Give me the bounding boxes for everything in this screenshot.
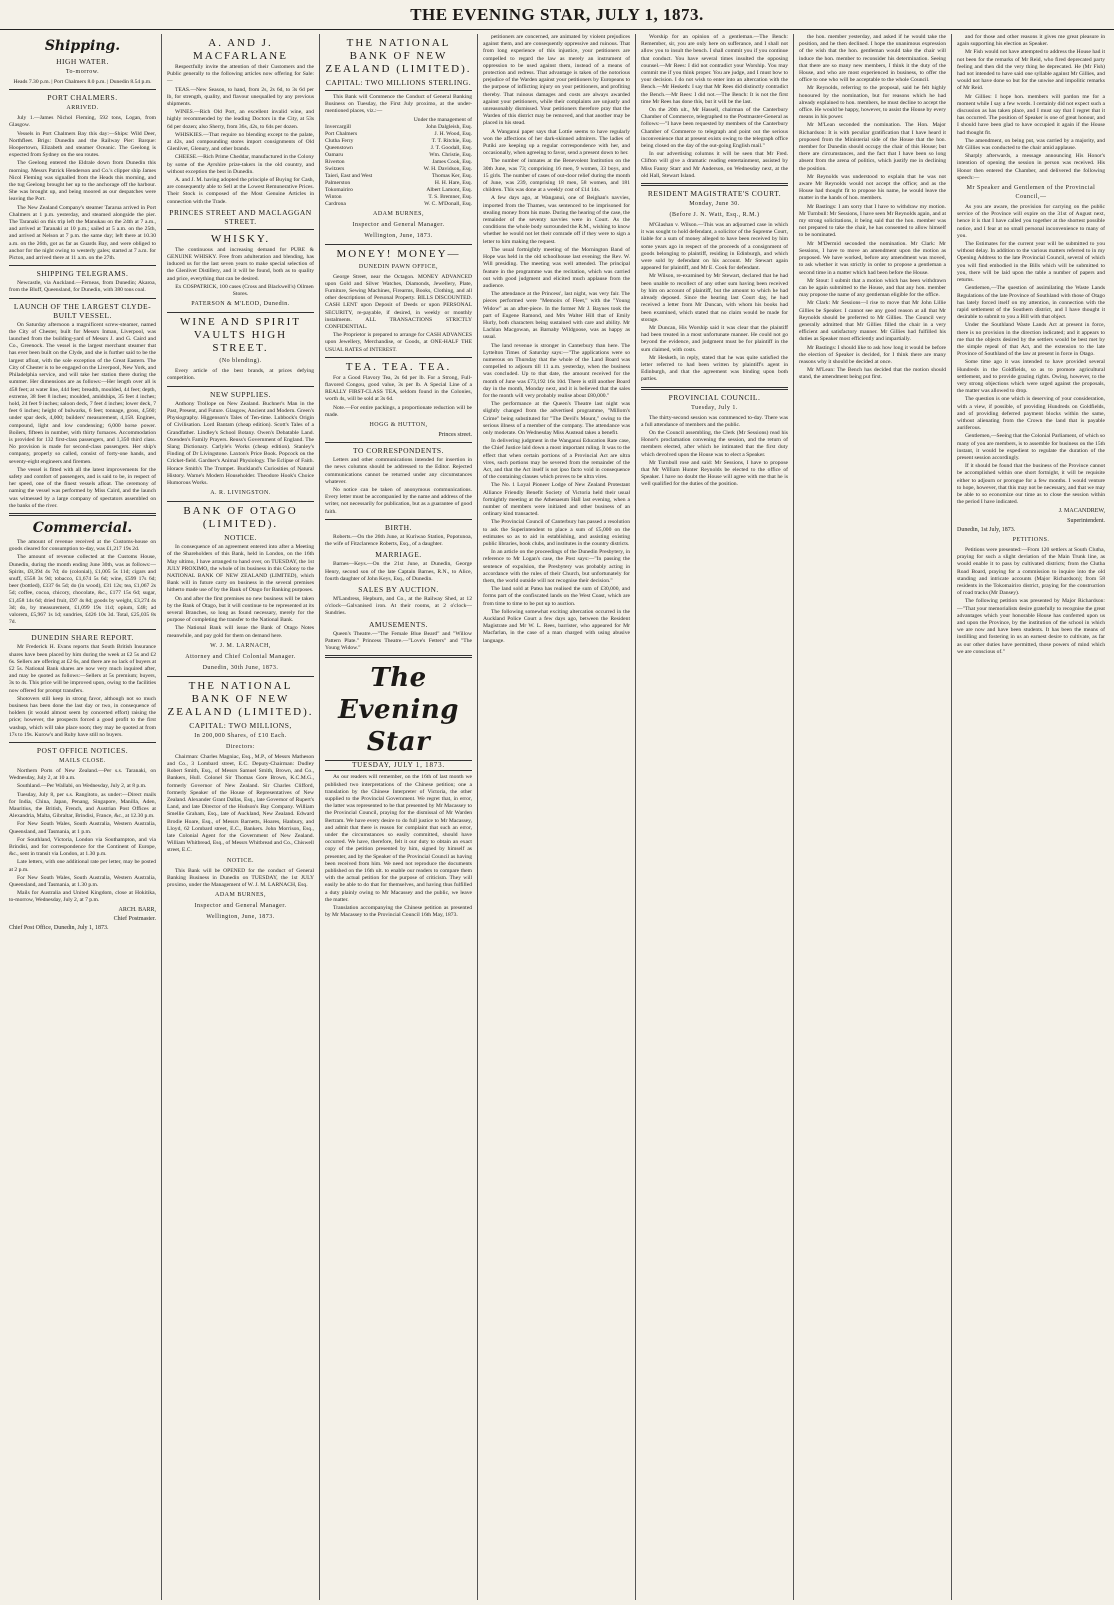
whisky-sign: PATERSON & M'LEOD, Dunedin. [191,301,290,308]
nbnz-shares: In 200,000 Shares, of £10 Each. [194,732,287,739]
speech-text: If it should be found that the business of the Province cannot be accomplished within one short fortnight, it will be requisite either to adjourn or prorogue for a few months. I would venture to hope, however, that this may not be necessary, and that we may be able to so economize our time as to close the session within the period I have indicated. [957,463,1105,506]
divider [9,89,156,90]
nbnz-date-2: Wellington, June, 1873. [206,914,275,921]
agent-place: Queenstown [325,144,353,151]
post-office-place: Chief Post Office, Dunedin, July 1, 1873. [9,925,109,932]
nbnz-capital: CAPITAL: TWO MILLIONS STERLING. [325,78,472,87]
agent-row [325,201,472,208]
court-text: Mr Hesketh, in reply, stated that he was quite satisfied the letter referred to had been written by plaintiff's agent in Edinburgh, and that the agreement was binding upon both parties. [641,354,788,383]
divider [167,386,314,387]
agent-place: Winton [325,193,342,200]
speech-text: The Estimates for the current year will be submitted to you without delay. In addition to the various matters referred to in my Opening Address to the late Provincial Council, several of which you will find embodied in the Bills which will be submitted to you, there will be laid upon the table a number of papers and returns. [957,241,1105,284]
agent-row [325,152,472,159]
paper-dateline: TUESDAY, JULY 1, 1873. [325,760,472,771]
council-title: PROVINCIAL COUNCIL. [668,392,761,402]
correspondents-text: No notice can be taken of anonymous communications. Every letter must be accompanied by the name and address of the writer, not necessarily for publication, but as a guarantee of good faith. [325,487,472,515]
bank-otago-text: In consequence of an agreement entered into after a Meeting of the Shareholders of this Bank, held in London, on the 16th May ultimo, I have arranged to hand over, on TUESDAY, the 1st JULY PROXIMO, the whole of its business in this Colony to the NATIONAL BANK OF NEW ZEALAND (LIMITED), which Bank will in future carry on business in the several premises hitherto made use of by the Bank of Otago for Banking purposes. [167,544,314,594]
birth-title: BIRTH. [385,522,412,532]
nbnz-date: Wellington, June, 1873. [364,232,433,239]
wine-note: (No blending). [219,358,262,365]
agent-row [325,159,472,166]
macfarlane-text: A. and J. M. having adopted the principle of Buying for Cash, are consequently able to Sell at the Lowest Remunerative Prices. Their Stock is composed of the Most Genuine Articles in connection with the Trade. [167,177,314,205]
pawn-text: George Street, near the Octagon. MONEY ADVANCED upon Gold and Silver Watches, Diamonds, Jewellery, Plate, Furniture, Sewing Machines, Firearms, Books, Clothing, and all other descriptions of Personal Property. BILLS DISCOUNTED. CASH LENT upon Deposit of Deeds or upon PERSONAL SECURITY, re-payable, if desired, in weekly or monthly instalments. ALL TRANSACTIONS STRICTLY CONFIDENTIAL. [325,273,472,331]
bank-otago-sign: W. J. M. LARNACH, [210,642,271,649]
agent-name: W. H. Davidson, Esq. [423,165,472,172]
agent-row [325,194,472,201]
agent-row [325,173,472,180]
agent-name: Thomas Ker, Esq. [431,172,472,179]
council-text: On the Council assembling, the Clerk (Mr Sessions) read his Honor's proclamation convening the session, and the return of members elected, after which he intimated that the first duty which devolved upon the House was to elect a Speaker. [641,429,788,458]
books-title: NEW SUPPLIES. [210,389,271,399]
nbnz-sign-role: Inspector and General Manager. [352,221,445,228]
amusements-title: AMUSEMENTS. [368,619,429,629]
column-2 [162,34,320,1600]
council-date: Tuesday, July 1. [691,404,738,411]
speech-label: Mr Speaker and Gentlemen of the Provincial Council,— [966,185,1096,201]
hogg-sub: Princes street. [438,432,472,439]
divider [325,442,472,443]
tea-text: For a Good Flavory Tea, 2s 6d per lb. For a Strong, Full-flavored Congou, good value, 3s per lb. A Special Line of a REALLY FIRST-CLASS TEA, seldom found in the Colonies, worth 4s, will be sold at 3s 6d. [325,374,472,403]
agent-place: Palmerston [325,179,351,186]
divider [9,513,156,516]
body-text: The performance at the Queen's Theatre last night was slightly changed from the advertised programme, "Millom's Crime" being substituted for "The Devil's Mount," owing to the serious illness of a member of the company. The attendance was only moderate. On Wednesday Miss Austead takes a benefit. [483,401,630,436]
agent-name: J. H. Wood, Esq. [434,130,472,137]
divider [167,229,314,230]
commercial-text: The amount of revenue collected at the Customs House, Dunedin, during the month ending June 30th, was as follows:—Spirits, £8,394 4s 7d; do (colonial), £1,005 5s 11d; cigars and snuff, £558 3s 9d; tobacco, £1,674 5s 6d; wine, £599 17s 6d; beer (bottled), £337 6s 5d; do (in wood), £31 12s; tea, £1,067 2s 5d; coffee, cocoa, chicory, chocolate, &c., £177 15s 6d; sugar, £1,458 14s 6d; dried fruit, £97 4s 8d; goods by weight, £3,274 4s 3d; do, by measurement, £1,099 19s 11d; opium, £48; ad valorem, £5,967 1s 1d; sundries, £426 10s 3d. Total, £25,035 8s 7d. [9,554,156,626]
agent-row [325,166,472,173]
superintendent-date: Dunedin, 1st July, 1873. [957,526,1016,533]
sales-text: M'Landress, Hepburn, and Co., at the Railway Shed, at 12 o'clock—Galvanised iron. At their rooms, at 2 o'clock—Sundries. [325,595,472,617]
launch-title: LAUNCH OF THE LARGEST CLYDE-BUILT VESSEL. [13,301,152,320]
tide-title: HIGH WATER. [56,57,109,66]
post-text: Late letters, with one additional rate per letter, may be posted at 2 p.m. [9,859,156,873]
directors-label: Directors: [226,743,255,750]
birth-text: Roberts.—On the 26th June, at Kuriwao Station, Popotunoa, the wife of Fitzclarence Roberts, Esq., of a daughter. [325,533,472,548]
nbnz-title: THE NATIONAL BANK OF NEW ZEALAND (LIMITED). [325,37,472,75]
divider [9,265,156,266]
body-text: Mr M'Dermid seconded the nomination. Mr Clark: Mr Sessions, I have to move an amendment upon the motion as proposed. We have worked, before any amendment was moved, to ask whether it was strictly in order to propose a gentleman a second time in a matter which had been before the House. [799,240,946,276]
body-text: Mr Reynolds was understood to explain that he was not aware Mr Reynolds would not accept the office; and as the House had thought fit to propose his name, he would leave the matter in the hands of hon. members. [799,173,946,202]
body-text: The No. 1 Loyal Pioneer Lodge of New Zealand Protestant Alliance Friendly Benefit Society of Victoria held their usual fortnightly meeting at the Athenaeum Hall last evening, when a number of members were initiated and other business of an ordinary kind transacted. [483,482,630,518]
council-text: The thirty-second session was commenced to-day. There was a full attendance of members and the public. [641,414,788,428]
agent-place: Taieri, East and West [325,172,373,179]
body-text: Mr Fish would not have attempted to address the House had it not been for the remarks of Mr Reid, who fired deprecated party feeling and then did the very thing he deprecated. He (Mr Fish) had not intended to have said one syllable against Mr Gillies, and would not have done so but for the unwise and impolitic remarks of Mr Reid. [957,49,1105,92]
body-text: petitioners are concerned, are animated by violent prejudices against them, and are consequently oppressive and ruinous. That from long experience of this injustice, your petitioners are compelled to regard the law as merely an instrument of oppression to be used against them, instead of a means of protection and redress. That advantage is taken of the notorious prejudice of the Warden against your petitioners by Europeans to the purpose of inflicting injury on your petitioners, and profiting thereby. That ruinous damages and costs are always awarded against your petitioners, while their complaints are unjustly and unreasonably dismissed. Your petitioners therefore pray that the Warden of this district may be removed, and that another may be placed in his stead. [483,34,630,127]
column-4 [478,34,636,1600]
money-title: MONEY! MONEY— [336,247,461,260]
body-text: The usual fortnightly meeting of the Mornington Band of Hope was held in the old schoolhouse last evening; the Rev. W. Will presiding. The meeting was well attended. The principal feature in the programme was the recitation, which was carried out with good judgment and elicited much applause from the audience. [483,246,630,289]
agent-name: T. S. Bremner, Esq. [428,193,472,200]
post-text: Northern Ports of New Zealand.—Per s.s. Taranaki, on Wednesday, July 2, at 10 a.m. [9,768,156,782]
whisky-text: Ex COSPATRICK, 100 cases (Cross and Blackwell's) Oilmen Stores. [175,283,314,298]
body-text: The land revenue is stronger in Canterbury than here. The Lyttelton Times of Saturday says:—"The applications were so numerous on Thursday that the whole of the Land Board was compelled to adjourn till 11 a.m. yesterday, when the business was concluded. Up to that date, the amount received for the month of June was £73,192 16s 10d. There is still another Board day in the month, Monday next, and it is believed that the sales for the month will very probably realise about £80,000." [483,342,630,399]
macfarlane-text: Respectfully invite the attention of their Customers and the Public generally to the following articles now offering for Sale:— [167,64,314,85]
body-text: Mr Reynolds, referring to the proposal, said he felt highly honoured by the nomination, but for reasons which he had already explained to hon. members, he must decline to accept the office. He would be happy, however, to assist the House by every means in his power. [799,85,946,121]
body-text: Mr Bastings: I am sorry that I have to withdraw my motion. Mr Turnbull: Mr Sessions, I have seen Mr Reynolds again, and at my strong solicitations, it being said that the hon. member was not prepared to take the chair, he has consented to allow himself to be nominated. [799,203,946,239]
post-text: Southland.—Per Wallabi, on Wednesday, July 2, at 8 p.m. [17,783,147,790]
divider [325,244,472,245]
shipping-body: The New Zealand Company's steamer Tararua arrived in Port Chalmers at 1 p.m. yesterday, and steamed alongside the pier. The Taranaki on this trip left the Manukau on the 24th at 7 a.m., and arrived at Taranaki at 10 p.m.; sailed at 5 a.m. on the 25th, and arrived at Nelson at 7 p.m. the same day; left there at 10.30 a.m. on the 26th, got as far as Guards Bay, and were obliged to anchor for the night owing to westerly gales; started at 7 a.m. for Picton, and arrived there at 11 a.m. on the 27th. [9,204,156,262]
bank-otago-text: On and after the first premises no new business will be taken by the Bank of Otago, but it will continue to be represented at its several Branches, so long as found necessary, merely for the purpose of completing the transfer to the National Bank. [167,595,314,624]
bank-otago-date: Dunedin, 30th June, 1873. [202,664,279,671]
bank-otago-title: BANK OF OTAGO (LIMITED). [183,505,298,531]
agents-list [325,124,472,208]
divider [9,742,156,743]
macfarlane-text: WHISKIES.—That require no blending except to the palate, at 42s, and compounding stores import consignments of Old Glenlivet, Glenury, and other brands. [167,131,314,153]
body-text: the hon. member yesterday, and asked if he would take the position, and he then declined. I hope the unanimous expression of the wish that the hon. gentleman would take the chair will induce the hon. member to reconsider his determination. Seeing that there are so many new members, I think it the duty of the House, and who are most experienced in business, to offer the office to one who will be acceptable to the whole Council. [799,34,946,84]
telegram-text: Newcastle, via Auckland.—Ferneas, from Dunedin; Akaroa, from the Bluff, Queensland, for Dunedin, with 380 tons coal. [9,280,156,294]
column-6 [794,34,952,1600]
launch-text: The vessel is fitted with all the latest improvements for the safety and comfort of passengers, and is said to be, in respect of her speed, one of the finest vessels afloat. The ceremony of naming the vessel was performed by Miss Caird, and the launch was witnessed by a large company of spectators assembled on the banks of the river. [9,466,156,509]
arrived-sub: ARRIVED. [66,105,99,112]
agent-name: John Dalgleish, Esq. [426,123,472,130]
court-title: RESIDENT MAGISTRATE'S COURT. [647,189,782,199]
divider [167,501,314,502]
agents-header: Under the management of [413,116,472,123]
bank-otago-sign-role: Attorney and Chief Colonial Manager. [185,653,296,660]
agent-row [325,124,472,131]
speech-text: Under the Southland Waste Lands Act at present in force, there is no provision in the direction indicated; and it appears to me that the objects desired by the settlers would be best met by the simple repeal of that Act, and the extension to the late Province of Southland of the law at present in force in Otago. [957,322,1105,358]
agent-name: T. T. Ritchie, Esq. [431,137,472,144]
agent-name: James Cook, Esq. [432,158,472,165]
tide-sub: To-morrow. [65,69,100,75]
body-text: Mr Stout: I submit that a motion which has been withdrawn can be again submitted to the House, and that any hon. member may propose the name of any gentleman eligible for the office. [799,277,946,299]
pawn-text: The Proprietor is prepared to arrange for CASH ADVANCES upon Jewellery, Merchandise, or Goods, at ONE-HALF THE USUAL RATES of INTEREST. [325,332,472,353]
council-text: Mr Turnbull rose and said: Mr Sessions, I have to propose that Mr William Hunter Reynolds be elected to the office of Speaker. I have no doubt the House will agree with me that he is well qualified for the duties of the position. [641,459,788,488]
whisky-text: The continuous and increasing demand for PURE & GENUINE WHISKY. Free from adulteration and blending, has induced us for the last seven years to make special selection of the Glenlivet Distillery, and it will be found, both as to quality and price, everything that can be desired. [167,246,314,282]
body-text: The following somewhat exciting altercation occurred in the Auckland Police Court a few days ago, between the Resident Magistrate and Mr W. L. Rees, barrister, who appeared for Mr Macfarlan, in the case of a man charged with using abusive language. [483,608,630,644]
sales-title: SALES BY AUCTION. [358,584,439,594]
launch-text: On Saturday afternoon a magnificent screw-steamer, named the City of Chester, built for Messrs Inman, Liverpool, was launched from the building-yard of Messrs J. and G. Caird and Co., Greenock. The vessel is the largest merchant steamer that has ever been built on the Clyde, and she is further said to be the largest afloat, with the sole exception of the Great Eastern. The City of Chester is to be engaged on the Liverpool, New York, and Philadelphia service, and will take her station there during the summer. Her dimensions are as follows:—Her length over all is 458 feet; at water line, 444 feet; breadth, moulded, 44 feet; depth, extreme, 38 feet 8 inches; moulded, amidships, 35 feet 4 inches; hold, 24 feet 9 inches; saloon deck, 7 feet 4 inches; lower deck, 7 feet 6 inches; height of bulwarks, 6 feet; tonnage, gross, 4,560; under spar deck, 4,000; builders' measurement, 4,158. Engines, compound, light and low condensing; 6,000 horse power. Boilers, fifteen in number, with thirty furnaces. Accommodation is provided for 132 first-class passengers, and 1,350 third class. No provision is made for second-class passengers. Her ship's company, properly so called, consist of forty-one hands, and seventy-eight engineers and firemen. [9,321,156,465]
share-title: DUNEDIN SHARE REPORT. [31,633,134,643]
bank-otago-text: The National Bank will issue the Bank of Otago Notes meanwhile, and pay gold for them on demand here. [167,625,314,639]
body-text: The land sold at Patea has realised the sum of £30,000, and forms part of the confiscated lands on the West Coast, which are from time to time to be put up to auction. [483,586,630,607]
post-title: POST OFFICE NOTICES. [36,746,129,756]
agent-place: Tokomairiro [325,186,353,193]
agent-place: Switzers [325,165,345,172]
body-text: and for those and other reasons it gives me great pleasure in again supporting his election as Speaker. [957,34,1105,48]
nbnz-text: This Bank will Commence the Conduct of General Banking Business on Tuesday, the First July proximo, at the under-mentioned places, viz.:— [325,94,472,115]
court-bench: (Before J. N. Watt, Esq., R.M.) [669,212,760,219]
agent-place: Riverton [325,158,345,165]
notice-label: NOTICE. [227,857,254,864]
body-text: The amendment, on being put, was carried by a majority, and Mr Gillies was conducted to the chair amid applause. [957,137,1105,152]
body-text: Mr M'Lean: The Bench has decided that the motion should stand, the amendment being put first. [799,367,946,381]
nbnz-notice-text: This Bank will be OPENED for the conduct of General Banking Business in Dunedin on TUESDAY, the 1st JULY proximo, under the Management of W. J. M. LARNACH, Esq. [167,867,314,889]
nbnz-capital-2: CAPITAL: TWO MILLIONS, [189,720,292,730]
divider [9,298,156,299]
editorial-text: As our readers will remember, on the 16th of last month we published two interpretations of the Chinese petition; one a translation by the Chinese Interpreter of Victoria, the other supplied to the Provincial Government. We regret that, in error, the latter was represented to be that presented by Mr Macassey to the Provincial Council, praying for the dismissal of Mr Warden Bertram. We have every desire to do full justice to Mr Macassey, and admit that there is reason for complaint that such an error, under the circumstances so easily committed, should have occurred. We have, therefore, felt it our duty to obtain an exact copy of the petition presented by him, signed by himself as presenter, and by the Speaker of the Provincial Council as having been received from him. We need not reproduce the documents published on the 16th ult. to enable our readers to compare them with the actual petition for the purpose of criticism. They will easily be able to do that for themselves, and having thus fulfilled a duty plainly owing to Mr Macassey and the public, we leave the matter. [325,774,472,903]
divider [641,183,788,186]
agent-name: H. H. Hare, Esq. [434,179,472,186]
macfarlane-title: A. AND J. MACFARLANE [193,37,288,62]
agent-place: Port Chalmers [325,130,358,137]
body-text: Mr Bastings: I should like to ask how long it would be before the election of Speaker is decided, for I think there are many reasons why it should be decided at once. [799,344,946,365]
post-text: Tuesday, July 8, per s.s. Rangitoto, as under:—Direct mails for India, China, Japan, Penang, Singapore, Manilla, Aden, Mauritius, the British, French, and Austrian Post Offices at Alexandria, Malta, Gibraltar, Brindisi, France, &c., at 12.30 p.m. [9,791,156,820]
body-text: In our advertising columns it will be seen that Mr Fred. Clifton will give a dramatic reading entertainment, assisted by Miss Fanny Starr and Mr Anderson, on Wednesday next, at the old Hall, Stewart Island. [641,151,788,179]
body-text: Worship for an opinion of a gentleman.—The Bench: Remember, sir, you are only here on sufferance, and I shall not allow you to insult the bench. I shall commit you if you continue that conduct. You have several times insulted the opposing counsel.—Mr Rees: I did not contradict your Worship. You may commit me if you think proper. You are judge, and I must bow to your decision. I do not wish to enter into an altercation with the Bench.—Mr Hesketh: I say that Mr Rees did distinctly contradict the Bench.—Mr Rees: I did not.—The Bench: It is not the first time Mr Rees has done this, but it will be the last. [641,34,788,105]
speech-text: Gentlemen,—The question of assimilating the Waste Lands Regulations of the late Province of Southland with those of Otago has lately forced itself on my attention, in connection with the rapid settlement of the Southern district, and I have thought it desirable to submit to you a Bill with that object. [957,285,1105,321]
macfarlane-text: WINES.—Rich Old Port, an excellent invalid wine, and highly recommended by the leading Doctors in the City, at 53s 6d per dozen; also Sherry, from 36s, 42s, to 64s per dozen. [167,109,314,130]
agent-place: Invercargill [325,123,351,130]
agent-row [325,138,472,145]
shipping-body: The Geelong entered the Eldrale down from Dunedin this morning. Messrs Patrick Henderson and Co.'s clipper ship James Nicol Fleming was signalled from the Heads this morning, and the tug Geelong brought her up to the anchorage off the harbour. She was brought up, and being moored as our despatches were leaving the Port. [9,160,156,203]
divider [325,90,472,91]
nbnz-sign-2: ADAM BURNES, [214,892,266,899]
pawn-title: DUNEDIN PAWN OFFICE, [358,263,439,270]
correspondents-title: TO CORRESPONDENTS. [353,446,444,456]
divider [325,519,472,520]
marriage-text: Barnes—Keys.—On the 21st June, at Dunedin, George Henry, second son of the late Captain Barnes, R.N., to Alice, fourth daughter of John Keys, Esq., of Dunedin. [325,561,472,582]
speech-text: The question is one which is deserving of your consideration, with a view, if possible, of providing Hundreds on Goldfields, and of providing deferred payment blocks within the same, without alienating from the Crown the land that is payable auriferous. [957,396,1105,432]
macfarlane-address: PRINCES STREET AND MACLAGGAN STREET. [169,207,312,226]
arrived-text: July 1.—James Nichol Fleming, 592 tons, Logan, from Glasgow. [9,115,156,129]
mails-close: MAILS CLOSE. [59,758,106,765]
court-text: M'Glashan v. Wilson.—This was an adjourned case in which it was sought to hold defendant, a solicitor of the Supreme Court, liable for a sum of money alleged to have been received by him some years ago in respect of the proceeds of a consignment of goods belonging to plaintiff, residing in Edinburgh, and which were sold by defendant on his account. Mr Stewart again appeared for plaintiff, and Mr E. Cook for defendant. [641,222,788,272]
books-text: Anthony Trollope on New Zealand. Buchner's Man in the Past, Present, and Future. Glasgow, Ancient and Modern. Green's Physiography. Higgenson's Tales of Ten-time. Lubbock's Origin of Civilisation. Lord Bantam (cheap edition). Scott's Tales of a Grandfather. Lindley's School Botany. Owen's Debatable Land. Oxenden's Family Prayers. Reuss's Government of England. The Slang Dictionary. Carlyle's Works (cheap edition). Stanley's Finding of Dr Livingstone. Laxton's Price Book. Popcock on the Cricket-field. Gardner's Animal Physiology. The Eclipse of Faith. Horace Smith's The Trumpet. Buckland's Curiosities of Natural History. Warne's Modern Householder. Theodore Hook's Choice Humorous Works. [167,400,314,486]
post-text: For New South Wales, South Australia, Western Australia, Queensland, and Tasmania, at 1 p.m. [9,821,156,835]
post-text: For Southland, Victoria, London via Southampton, and via Brindisi, and for correspondence for the Continent of Europe, &c., sent in transit via London, at 1.30 p.m. [9,836,156,858]
shipping-heading: Shipping. [44,38,121,54]
macfarlane-text: TEAS.—New Season, to hand, from 2s, 2s 6d, to 3s 6d per lb, for strength, quality, and flavour unequalled by any previous shipments. [167,86,314,108]
body-text: Sharply afterwards, a message announcing His Honor's intention of opening the session in person was received. His Honor then entered the Chamber, and delivered the following speech:— [957,153,1105,181]
body-text: The Provincial Council of Canterbury has passed a resolution to ask the Superintendent to place a sum of £5,000 on the estimates so as to aid in establishing, and assisting existing public libraries, book clubs, and institutes in the country districts. [483,519,630,548]
body-text: Mr M'Lean seconded the nomination. The Hon. Major Richardson: It is with peculiar gratification that I have heard it proposed from the Ministerial side of the House that the hon. member for Dunedin should occupy the chair of this House; but there are circumstances, and the fact that I have been so long absent from the arena of politics, which justify me in declining the position. [799,122,946,172]
agent-row [325,180,472,187]
agent-name: W. C. M'Donall, Esq. [424,200,472,207]
agent-row [325,145,472,152]
page-masthead [0,0,1114,30]
body-text: In an article on the proceedings of the Dunedin Presbytery, in reference to Mr Logan's case, the Post says:—"In passing the sentence of expulsion, the Presbytery was probably acting in accordance with the rules of their Church, but unfortunately for them, the world outside will not recognise their decision." [483,549,630,585]
agent-name: J. T. Goodall, Esq. [430,144,472,151]
shipping-body: Vessels in Port Chalmers Bay this day:—Ships: Wild Deer, Northfleet. Brigs: Dunedin and the Railway Pier: Barque: Hoopertown, Elizabeth and steamer Oceanic. The Geelong is expected from Sydney on the sea routes. [9,130,156,159]
newspaper-columns [4,34,1110,1600]
column-1 [4,34,162,1600]
court-text: Mr Duncan, His Worship said it was clear that the plaintiff had been treated in a most unfortunate manner. He could not go beyond the evidence, and judgment must be for plaintiff in the sum claimed, with costs. [641,324,788,353]
commercial-text: The amount of revenue received at the Customs-house on goods cleared for consumption to-day, was £1,217 19s 2d. [9,538,156,553]
macfarlane-text: CHEESE.—Rich Prime Cheddar, manufactured in the Colony by some of the Ayrshire prize-takers in the old country, and without exception the best in Dunedin. [167,154,314,175]
court-date: Monday, June 30. [689,201,740,208]
books-sign: A. R. LIVINGSTON. [210,490,271,497]
body-text: On the 20th ult., Mr Hassell, chairman of the Canterbury Chamber of Commerce, telegraphed to the Postmaster-General as follows:—"I have been requested by members of the Canterbury Chamber of Commerce to telegraph and point out the serious inconvenience that at present exists owing to the telegraph office being closed on the day of the out-going English mail." [641,107,788,150]
hogg-name: HOGG & HUTTON, [369,422,428,429]
petitions-text: The following petition was presented by Major Richardson:—"That your memorialists desire gratefully to recognise the great advantages which your honorable House has conferred upon us and upon the Province, by the institution of the school in which we are now and have been students. It has been the means of instilling and fostering in us an earnest desire to cultivate, as far as our other duties have permitted, those powers of mind which we are conscious of." [957,598,1105,655]
divider [167,312,314,313]
body-text: The attendance at the Princess', last night, was very fair. The pieces performed were "Memoirs of Fleet," with the "Young Widow" as an after-piece. In the former Mr J. Baynes took the part of Eugene Ramond, and Mrs Walter Hill that of Emily Hurly, both characters being sustained with care and ability. Mr Lachlan Macgowan, as Barnaby Wildgoose, was as happy as usual. [483,291,630,341]
body-text: A Wanganui paper says that Lottie seems to have regularly won the affections of her dark-skinned admirers. The ladies of Putiki are keeping up a regular correspondence with her, and occasionally, when agreeing to favor, send a present down to her. [483,128,630,157]
agent-name: Albert Lamont, Esq. [426,186,472,193]
agent-place: Oamaru [325,151,344,158]
correspondents-text: Letters and other communications intended for insertion in the news columns should be addressed to the Editor. Rejected communications cannot be returned under any circumstances whatever. [325,457,472,485]
tea-text: Note.—For entire packings, a proportionate reduction will be made. [325,404,472,418]
post-text: Mails for Australia and United Kingdom, close at Hokitika, to-morrow, Wednesday, July 2, at 7 p.m. [9,890,156,904]
whisky-title: WHISKY. [210,232,271,245]
amusements-text: Queen's Theatre.—"The Female Blue Beard" and "Willow Pattern Plate." Princess Theatre.—"Love's Fetters" and "The Young Widow." [325,630,472,651]
evening-star-nameplate: The Evening Star [338,663,459,758]
wine-title: WINE AND SPIRIT VAULTS HIGH STREET. [179,316,302,355]
postmaster-role: Chief Postmaster. [113,915,156,922]
body-text: In delivering judgment in the Wanganui Education Rate case, the Chief Justice laid down a most important ruling. It was to the effect that when certain portions of a Provincial Act are ultra vires, such portions may be severed from the remainder of the Act, and that the Act itself is not ipso facto void in consequence of the containing clauses which proves to be ultra vires. [483,438,630,481]
speech-text: As you are aware, the provision for carrying on the public service of the Province will expire on the 31st of August next, hence it is that I have called you together at the shortest possible notice, and I fear at no small personal inconvenience to many of you. [957,204,1105,239]
bank-otago-notice: NOTICE. [224,533,257,543]
petitions-text: Petitions were presented:—From 120 settlers at South Clutha, praying for such a slight deviation of the Main Trunk line, as would enable it to pass by cultivated districts; from the Clutha Road Board, praying for a commission to inquire into the old standing and intricate accounts (Major Richardson); from 58 residents in the Tokomairiro district, praying for the construction of road tracks (Mr Dansey). [957,547,1105,597]
divider [325,357,472,358]
arrived-title: PORT CHALMERS. [47,93,118,103]
body-text: Mr Clark: Mr Sessions—I rise to move that Mr John Lillie Gillies be Speaker. I cannot see any good reason at all that Mr Reynolds should be preferred to Mr Gillies. The Council very generally admitted that Mr Gillies filled the chair in a very efficient and satisfactory manner. Mr Gillies had fulfilled his duties as Speaker most efficiently and impartially. [799,300,946,343]
column-7 [952,34,1110,1600]
masthead-title: THE EVENING STAR, JULY 1, 1873. [410,4,704,24]
divider [9,629,156,630]
share-text: Mr Frederick H. Evans reports that South British Insurance shares have been placed by him during the week at £2 5s and £2 6s. Sellers are offering at £2 6s, and there are no lack of buyers at £2 5s. National Bank shares are now very much inquired after, and may be quoted as follows:—Sellers at 5s premium; buyers, 3s to 4s. This price will be improved upon, owing to the facilities now offered for prompt transfers. [9,644,156,694]
body-text: Mr Gillies: I hope hon. members will pardon me for a moment while I say a few words. I certainly did not expect such a discussion as has taken place, and I must say that I regret that it has occurred. The position of Speaker is one of great honour, and I should have been glad to have occupied it again if the House had thought fit. [957,93,1105,136]
speech-text: Gentlemen,—Seeing that the Colonial Parliament, of which so many of you are members, is to assemble for business on the 15th instant, it would be expedient to regulate the duration of the present session accordingly. [957,433,1105,461]
divider [641,387,788,390]
body-text: A few days ago, at Wanganui, one of Beighan's navvies, imported from the Thames, was sentenced to be imprisoned for stealing money from his mate. During the hearing of the case, the remainder of the seventy navvies were in Court. As the conditions the whole body surrounded the R.M., wishing to know whether he would not let their comrade off if they were to sign a letter to him making the request. [483,195,630,245]
postmaster-name: ARCH. BARR, [118,906,156,913]
superintendent-name: J. MACANDREW, [1058,508,1105,515]
editorial-text: Translation accompanying the Chinese petition as presented by Mr Macassey to the Provincial Council 16th May, 1873. [325,904,472,919]
agent-row [325,187,472,194]
tea-title: TEA. TEA. TEA. [345,360,452,373]
marriage-title: MARRIAGE. [375,550,422,560]
divider [325,655,472,658]
share-text: Shotovers still keep in strong favor, although not so much business has been done the last day or two, in consequence of holders (it would almost seem by concerted effort) raising the price; however, the prospects forced a good profit to the first washup, which will take place soon; they may be quoted at from 17s to 19s. Kurow's and Ruby have still no buyers. [9,695,156,738]
nbnz-title-2: THE NATIONAL BANK OF NEW ZEALAND (LIMITED). [167,679,314,718]
court-text: Mr Wilson, re-examined by Mr Stewart, declared that he had been unable to recollect of any other sum having been received by him on account of plaintiff, but the amount to which he had already deposed. Since the hearing last Court day, he had received a letter from Mr Duncan, with whom his books had been examined, which stated that no claim would be made for storage. [641,273,788,323]
tide-row: Heads 7.30 p.m. | Port Chalmers 8.0 p.m. | Dunedin 8.54 p.m. [13,79,152,85]
superintendent-role: Superintendent. [1067,517,1105,524]
agent-name: Wm. Christie, Esq. [429,151,472,158]
petitions-title: PETITIONS. [1012,537,1050,543]
directors-text: Chairman: Charles Magniac, Esq., M.P., of Messrs Matheson and Co., 3 Lombard street, E.C. Deputy-Chairman: Dudley Robert Smith, Esq., of Messrs Samuel Smith, Brown, and Co., Bankers, Hull. Colonel Sir Thomas Gore Brown, K.C.M.G., formerly Governor of New Zealand. Sir Charles Clifford, formerly Speaker of the House of Representatives of New Zealand. Alexander Grant Dallas, Esq., late Governor of Rupert's Land, and late Director of the Hudson's Bay Company. William Smellie Graham, Esq., late of Auckland, New Zealand. Edward Brodie Hoare, Esq., of Messrs Barnetts, Hoares, Hanbury, and Lloyd, 62 Lombard street, E.C., Bankers. John Morrison, Esq., late Colonial Agent for the Government of New Zealand. William Whitbread, Esq., of Messrs Whitbread and Co., Chiswell street, E.C. [167,753,314,854]
agent-place: Clutha Ferry [325,137,354,144]
commercial-heading: Commercial. [32,519,133,536]
agent-row [325,131,472,138]
speech-text: Some time ago it was intended to have provided several Hundreds in the Goldfields, so as to promote agricultural settlement, and to provide grazing rights. Owing, however, to the very strong objections which were urged against the proposals, the matter was allowed to drop. [957,359,1105,395]
nbnz-sign: ADAM BURNES, [372,210,424,217]
wine-text: Every article of the best brands, at prices defying competition. [167,368,314,382]
agent-place: Cardrona [325,200,346,207]
telegrams-title: SHIPPING TELEGRAMS. [36,269,129,279]
divider [167,676,314,677]
column-5 [636,34,794,1600]
body-text: The number of inmates at the Benevolent Institution on the 30th June, was 73; comprising 16 men, 9 women, 33 boys, and 15 girls. The number of cases of out-door relief during the month of June, was 239, comprising 18 men, 58 women, and 181 children. This was done at a weekly cost of £14 14s. [483,158,630,194]
post-text: For New South Wales, South Australia, Western Australia, Queensland, and Tasmania, at 1.30 p.m. [9,874,156,889]
column-3 [320,34,478,1600]
nbnz-sign-role-2: Inspector and General Manager. [194,903,287,910]
